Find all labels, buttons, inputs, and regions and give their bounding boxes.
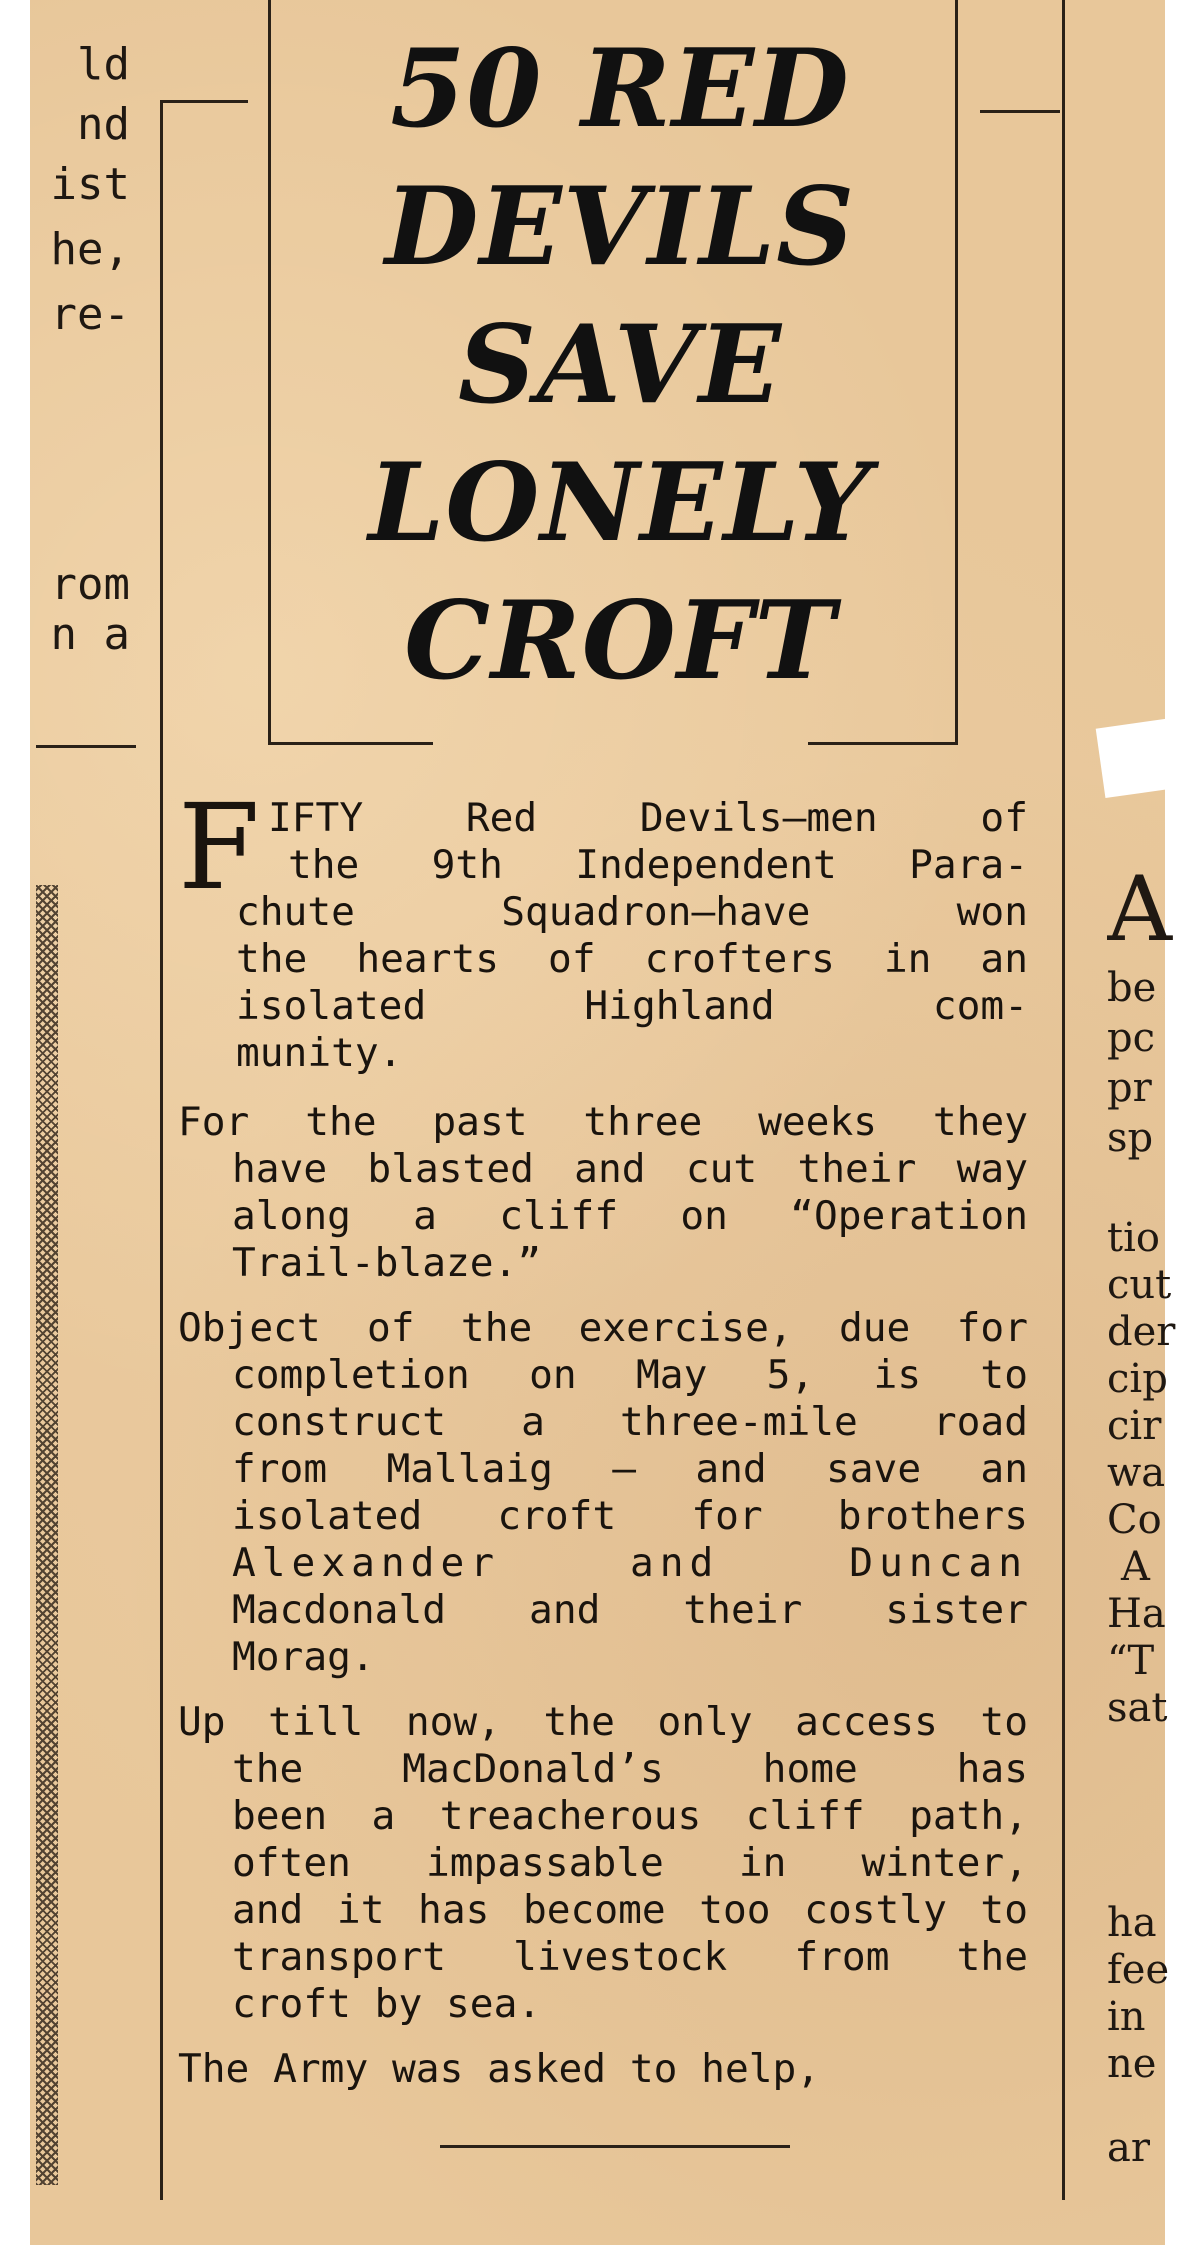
paragraph-line: croft by sea. bbox=[232, 1981, 542, 2027]
headline-box-bottom-right bbox=[808, 742, 958, 745]
paragraph-line: Morag. bbox=[232, 1634, 375, 1680]
right-column-fragment: fee bbox=[1107, 1947, 1170, 1993]
paragraph-line: Up till now, the only access to bbox=[178, 1699, 1028, 1745]
paragraph-line: and it has become too costly to bbox=[232, 1887, 1028, 1933]
headline-line: DEVILS bbox=[384, 164, 856, 290]
column-rule-left bbox=[160, 100, 163, 2200]
right-column-fragment: pr bbox=[1107, 1065, 1152, 1111]
right-column-fragment: der bbox=[1107, 1309, 1176, 1355]
left-column-fragment: ld bbox=[77, 40, 130, 90]
paragraph-line: The Army was asked to help, bbox=[178, 2046, 821, 2092]
right-column-fragment: cip bbox=[1107, 1356, 1168, 1402]
right-column-fragment: “T bbox=[1107, 1638, 1155, 1684]
right-column-fragment: Ha bbox=[1107, 1591, 1166, 1637]
right-column-fragment: be bbox=[1107, 965, 1157, 1011]
right-column-fragment: sp bbox=[1107, 1115, 1154, 1161]
right-column-fragment: ha bbox=[1107, 1900, 1157, 1946]
headline-line: 50 RED bbox=[390, 26, 850, 152]
paragraph-line: often impassable in winter, bbox=[232, 1840, 1028, 1886]
right-column-fragment: Co bbox=[1107, 1497, 1162, 1543]
lede-paragraph bbox=[178, 778, 1028, 1077]
paragraph-line: Object of the exercise, due for bbox=[178, 1305, 1028, 1351]
article-body bbox=[178, 778, 1028, 2111]
headline-tab-left bbox=[160, 100, 248, 103]
headline-line: SAVE bbox=[457, 302, 783, 428]
paragraph-line: along a cliff on “Operation bbox=[232, 1193, 1028, 1239]
headline-line: CROFT bbox=[404, 578, 836, 704]
right-column-fragment: ne bbox=[1107, 2041, 1157, 2087]
lede-line: isolated Highland com- bbox=[236, 983, 1028, 1029]
right-column-fragment: cut bbox=[1107, 1262, 1172, 1308]
paragraph-line: from Mallaig — and save an bbox=[232, 1446, 1028, 1492]
article-paragraph bbox=[178, 1699, 1028, 2028]
left-column-fragment: n a bbox=[50, 610, 130, 660]
paragraph-line: Macdonald and their sister bbox=[232, 1587, 1028, 1633]
left-column-fragment: ist bbox=[50, 160, 130, 210]
lede-line: the hearts of crofters in an bbox=[236, 936, 1028, 982]
lede-line: chute Squadron—have won bbox=[236, 889, 1028, 935]
article-paragraph bbox=[178, 1305, 1028, 1681]
lede-line: IFTY Red Devils—men of bbox=[268, 795, 1028, 841]
right-column-fragment: tio bbox=[1107, 1215, 1160, 1261]
left-column-end-rule bbox=[36, 745, 136, 748]
right-column-fragment: pc bbox=[1107, 1015, 1156, 1061]
lede-line: munity. bbox=[236, 1030, 403, 1076]
article-paragraph bbox=[178, 1099, 1028, 1287]
paragraph-line: have blasted and cut their way bbox=[232, 1146, 1028, 1192]
right-column-fragment: A bbox=[1121, 1544, 1150, 1590]
right-column-fragment: ar bbox=[1107, 2125, 1150, 2171]
right-column-fragment: in bbox=[1107, 1994, 1146, 2040]
paragraph-line: construct a three-mile road bbox=[232, 1399, 1028, 1445]
left-column-fragment: he, bbox=[50, 225, 130, 275]
left-column-fragment: rom bbox=[50, 560, 130, 610]
paragraph-line: Alexander and Duncan bbox=[232, 1540, 1028, 1586]
right-column-fragment: cir bbox=[1107, 1403, 1162, 1449]
lede-line: the 9th Independent Para- bbox=[288, 842, 1028, 888]
article-paragraph bbox=[178, 2046, 1028, 2093]
left-column-fragment: nd bbox=[77, 100, 130, 150]
right-column-fragment: wa bbox=[1107, 1450, 1166, 1496]
paragraph-line: transport livestock from the bbox=[232, 1934, 1028, 1980]
column-rule-right bbox=[1062, 0, 1065, 2200]
headline-box-bottom-left bbox=[268, 742, 433, 745]
headline bbox=[270, 20, 970, 710]
paragraph-line: Trail-blaze.” bbox=[232, 1240, 542, 1286]
paragraph-line: completion on May 5, is to bbox=[232, 1352, 1028, 1398]
paragraph-line: isolated croft for brothers bbox=[232, 1493, 1028, 1539]
right-column-fragment: A bbox=[1107, 860, 1172, 960]
article-end-rule bbox=[440, 2145, 790, 2148]
paragraph-line: For the past three weeks they bbox=[178, 1099, 1028, 1145]
drop-cap: F bbox=[178, 778, 260, 916]
paragraph-line: been a treacherous cliff path, bbox=[232, 1793, 1028, 1839]
headline-tab-right bbox=[980, 110, 1060, 113]
right-column-fragment: sat bbox=[1107, 1685, 1168, 1731]
paragraph-line: the MacDonald’s home has bbox=[232, 1746, 1028, 1792]
stipple-border bbox=[36, 885, 58, 2185]
headline-line: LONELY bbox=[368, 440, 872, 566]
left-column-fragment: re- bbox=[50, 290, 130, 340]
